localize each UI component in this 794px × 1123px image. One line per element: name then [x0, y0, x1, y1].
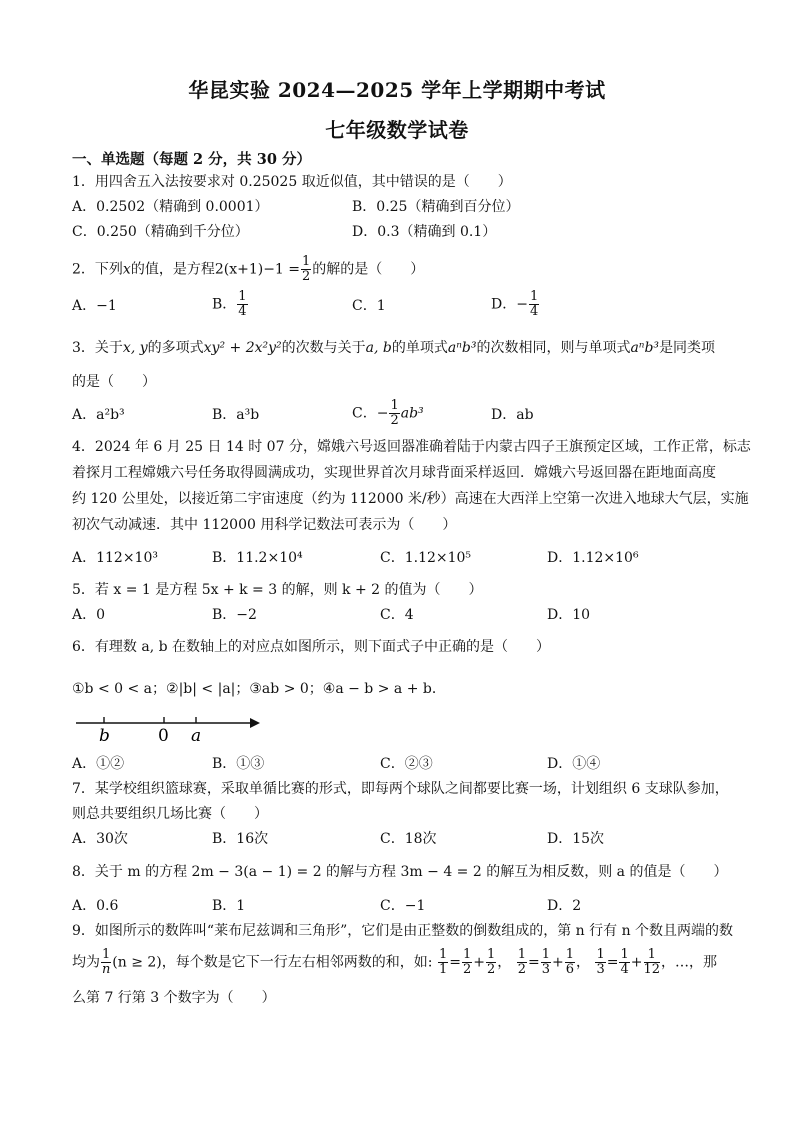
- q1-option-c: C．0.250（精确到千分位）: [72, 224, 249, 240]
- frac-numerator: 1: [644, 948, 661, 963]
- section-heading: 一、单选题（每题 2 分，共 30 分）: [72, 151, 311, 168]
- frac-denominator: 3: [596, 962, 605, 977]
- q2-post: 的解的是（ ）: [312, 261, 425, 278]
- number-line-figure: [72, 710, 272, 744]
- frac-denominator: 1: [438, 962, 448, 977]
- frac-denominator: 2: [462, 962, 472, 977]
- frac-denominator: 2: [390, 413, 399, 428]
- q3-text: 的次数与关于: [281, 340, 366, 356]
- q2-mid: 的值，是方程: [130, 261, 215, 278]
- q9-text: 均为: [72, 954, 100, 971]
- q3-vars: x, y: [122, 340, 148, 356]
- q6-option-a: A．①②: [72, 756, 125, 772]
- frac-numerator: 1: [302, 254, 311, 269]
- fraction: [565, 948, 575, 977]
- q8-option-b: B．1: [212, 898, 246, 914]
- question-2-stem: [72, 255, 424, 284]
- frac-numerator: 1: [486, 947, 496, 962]
- frac-numerator: 1: [565, 947, 575, 962]
- q2-equation: 2(x+1)−1 =: [214, 261, 301, 278]
- q2-d-fraction: [529, 290, 539, 319]
- q3-text: 的单项式: [391, 340, 448, 356]
- fraction: [517, 948, 527, 977]
- frac-numerator: 1: [517, 947, 526, 962]
- question-8-stem: 8．关于 m 的方程 2m − 3(a − 1) = 2 的解与方程 3m − 4 = 2 的解互为相反数，则 a 的值是（ ）: [72, 864, 728, 880]
- axis-label-a: a: [191, 726, 202, 744]
- axis-label-zero: 0: [158, 726, 169, 744]
- question-4-line3: 约 120 公里处，以接近第二宇宙速度（约为 112000 米/秒）高速在大西洋上空第一次进入地球大气层，实施: [72, 491, 749, 507]
- q3-monomial: aⁿb³: [447, 340, 477, 356]
- q6-option-c: C．②③: [380, 756, 433, 772]
- axis-label-b: b: [99, 726, 110, 744]
- q8-option-d: D．2: [547, 898, 582, 914]
- q7-option-c: C．18次: [380, 831, 437, 847]
- q4-option-d: D．1.12×10⁶: [547, 550, 639, 566]
- q2-pre: 2．下列: [72, 261, 123, 278]
- question-6-stem: 6．有理数 a, b 在数轴上的对应点如图所示，则下面式子中正确的是（ ）: [72, 639, 551, 655]
- fraction: [462, 948, 472, 977]
- option-prefix: C．−: [352, 405, 389, 422]
- q7-option-d: D．15次: [547, 831, 605, 847]
- q9-text: ，…，那: [661, 954, 718, 971]
- q4-option-b: B．11.2×10⁴: [212, 550, 303, 566]
- q3-polynomial: xy² + 2x²y²: [203, 340, 282, 356]
- q8-option-a: A．0.6: [72, 898, 119, 914]
- frac-denominator: n: [101, 962, 111, 977]
- question-3-line2: 的是（ ）: [72, 374, 156, 390]
- q5-option-b: B．−2: [212, 607, 257, 623]
- frac-numerator: 1: [390, 398, 399, 413]
- q4-option-c: C．1.12×10⁵: [380, 550, 472, 566]
- frac-denominator: 4: [620, 962, 629, 977]
- frac-numerator: 1: [541, 947, 550, 962]
- fraction: [541, 948, 551, 977]
- q5-option-d: D．10: [547, 607, 591, 623]
- q1-option-d: D．0.3（精确到 0.1）: [352, 224, 497, 240]
- fraction: [644, 948, 661, 977]
- q6-option-b: B．①③: [212, 756, 265, 772]
- q3-option-b: B．a³b: [212, 407, 260, 423]
- option-prefix: B．: [212, 296, 237, 313]
- q2-option-a: A．−1: [72, 298, 117, 314]
- fraction: [595, 948, 605, 977]
- frac-denominator: 2: [302, 269, 311, 284]
- question-4-line4: 初次气动减速．其中 112000 用科学记数法可表示为（ ）: [72, 517, 457, 533]
- q5-option-c: C．4: [380, 607, 414, 623]
- exam-title: 华昆实验 2024—2025 学年上学期期中考试: [188, 78, 606, 102]
- frac-numerator: 1: [620, 947, 629, 962]
- frac-numerator: 1: [102, 947, 111, 962]
- frac-denominator: 4: [529, 304, 539, 319]
- fraction: [438, 948, 448, 977]
- q3-option-c: [352, 399, 424, 428]
- q3-text: 的多项式: [147, 340, 204, 356]
- frac-numerator: 1: [238, 289, 247, 304]
- frac-denominator: 2: [517, 962, 526, 977]
- q2-fraction: [301, 255, 311, 284]
- q2-option-c: C．1: [352, 298, 386, 314]
- frac-denominator: 4: [238, 304, 247, 319]
- q3-text: 是同类项: [659, 340, 716, 356]
- q3-vars: a, b: [365, 340, 392, 356]
- frac-denominator: 12: [643, 962, 661, 977]
- frac-numerator: 1: [596, 947, 605, 962]
- frac-denominator: 6: [565, 962, 575, 977]
- question-5-stem: 5．若 x = 1 是方程 5x + k = 3 的解，则 k + 2 的值为（ ）: [72, 582, 483, 598]
- frac-denominator: 3: [541, 962, 550, 977]
- q5-option-a: A．0: [72, 607, 106, 623]
- question-6-conditions: ①b < 0 < a；②|b| < |a|；③ab > 0；④a − b > a + b．: [72, 681, 446, 697]
- q7-option-b: B．16次: [212, 831, 269, 847]
- q1-option-a: A．0.2502（精确到 0.0001）: [72, 199, 269, 215]
- question-1-stem: 1．用四舍五入法按要求对 0.25025 取近似值，其中错误的是（ ）: [72, 174, 512, 190]
- option-suffix: ab³: [400, 405, 424, 422]
- q9-condition: (n ≥ 2): [112, 954, 162, 971]
- q2-option-b: [212, 290, 249, 319]
- q3-c-fraction: [389, 399, 399, 428]
- q1-option-b: B．0.25（精确到百分位）: [352, 199, 520, 215]
- frac-numerator: 1: [438, 947, 448, 962]
- question-7-line2: 则总共要组织几场比赛（ ）: [72, 806, 268, 822]
- fraction: [486, 948, 496, 977]
- question-9-line3: 么第 7 行第 3 个数字为（ ）: [72, 990, 276, 1006]
- arrow-right-icon: [250, 718, 260, 728]
- question-9-line2: 均为 $\frac{1}{n}$ (n ≥ 2)，每个数是它下一行左右相邻两数的和，如: $\frac{1}{1}$ = $\frac{1}{2}$ + $\frac{1}{2}$ ， $\frac{1}{2}$ = $\frac{1}{3}$ + $\frac{1}{6}$ ， $\frac{1}{3}$ = $\frac{1}{4}$ + $\frac{1}{12}$ ，…，那: [72, 947, 718, 977]
- q9-fraction-1-n: [101, 948, 111, 977]
- q3-option-d: D．ab: [491, 407, 534, 423]
- q2-var: x: [122, 261, 131, 278]
- q4-option-a: A．112×10³: [72, 550, 158, 566]
- fraction: [619, 948, 629, 977]
- q3-option-a: A．a²b³: [72, 407, 125, 423]
- option-prefix: D．−: [491, 296, 528, 313]
- q6-option-d: D．①④: [547, 756, 601, 772]
- question-7-line1: 7．某学校组织篮球赛，采取单循比赛的形式，即每两个球队之间都要比赛一场，计划组织 6 支球队参加，: [72, 781, 729, 797]
- frac-numerator: 1: [462, 947, 472, 962]
- question-4-line1: 4．2024 年 6 月 25 日 14 时 07 分，嫦娥六号返回器准确着陆于内蒙古四子王旗预定区域，工作正常，标志: [72, 439, 751, 455]
- q8-option-c: C．−1: [380, 898, 426, 914]
- q7-option-a: A．30次: [72, 831, 128, 847]
- frac-denominator: 2: [486, 962, 496, 977]
- exam-subtitle: 七年级数学试卷: [325, 118, 469, 142]
- question-9-line1: 9．如图所示的数阵叫“莱布尼兹调和三角形”，它们是由正整数的倒数组成的，第 n 行有 n 个数且两端的数: [72, 923, 734, 939]
- q2-b-fraction: [237, 290, 247, 319]
- question-3-line1: [72, 338, 715, 358]
- q3-text: 的次数相同，则与单项式: [476, 340, 631, 356]
- question-4-line2: 着探月工程嫦娥六号任务取得圆满成功，实现世界首次月球背面采样返回．嫦娥六号返回器在距地面高度: [72, 465, 716, 481]
- q9-text: ，每个数是它下一行左右相邻两数的和，如:: [161, 954, 433, 971]
- frac-numerator: 1: [529, 289, 539, 304]
- q2-option-d: [491, 290, 540, 319]
- q3-monomial: aⁿb³: [630, 340, 660, 356]
- q3-text: 3．关于: [72, 340, 123, 356]
